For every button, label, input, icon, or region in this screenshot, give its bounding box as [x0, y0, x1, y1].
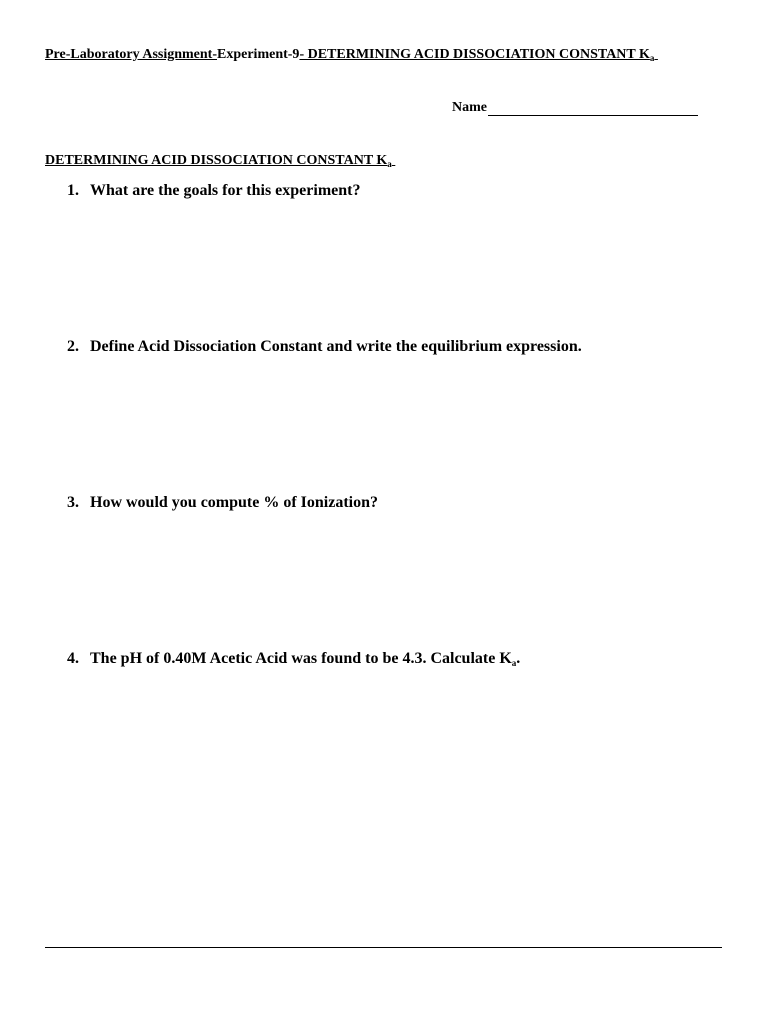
- question-number: 1.: [67, 182, 79, 199]
- header-title: - DETERMINING ACID DISSOCIATION CONSTANT $K_a$: [299, 47, 655, 63]
- question-3: [67, 494, 378, 512]
- question-number: 4.: [67, 650, 79, 667]
- question-1: [67, 182, 360, 200]
- question-number: 3.: [67, 494, 79, 511]
- question-suffix: .: [516, 650, 521, 667]
- question-text: How would you compute % of Ionization?: [90, 494, 379, 511]
- header-title-subscript: a: [649, 53, 655, 63]
- section-title: DETERMINING ACID DISSOCIATION CONSTANT $K_a$: [45, 153, 392, 169]
- question-subscript: a: [511, 658, 517, 668]
- bottom-rule: [45, 947, 722, 948]
- header-experiment-number: Experiment-9: [217, 47, 300, 62]
- question-text: What are the goals for this experiment?: [90, 182, 361, 199]
- question-text: The pH of 0.40M Acetic Acid was found to be 4.3. Calculate K: [90, 650, 512, 667]
- question-number: 2.: [67, 338, 79, 355]
- name-field[interactable]: [452, 100, 698, 116]
- page-header: [45, 47, 658, 63]
- question-4: [67, 650, 520, 668]
- name-blank-line[interactable]: [488, 100, 698, 116]
- name-label: Name: [452, 100, 487, 115]
- section-title-subscript: a: [387, 159, 392, 169]
- question-text: Define Acid Dissociation Constant and write the equilibrium expression.: [90, 338, 582, 355]
- header-assignment-label: Pre-Laboratory Assignment-: [45, 47, 217, 62]
- question-2: [67, 338, 582, 356]
